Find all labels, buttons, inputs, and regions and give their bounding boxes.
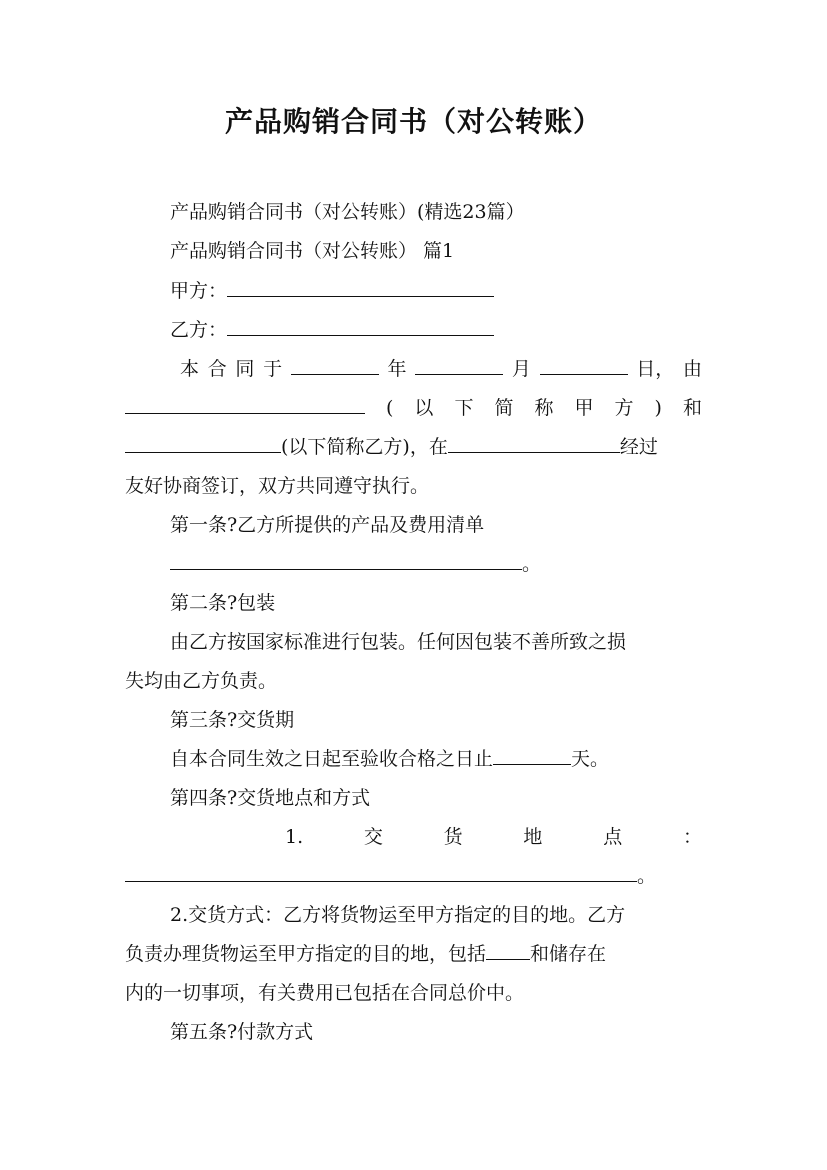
intro-line-3 [125, 435, 702, 459]
intro-line-4: 友好协商签订，双方共同遵守执行。 [125, 475, 430, 497]
intro-char: 简 [494, 397, 514, 419]
party-b-blank [227, 318, 494, 336]
year-label: 年 [387, 358, 407, 380]
month-blank [415, 357, 503, 375]
intro-char: 于 [263, 358, 283, 380]
intro-char: 以 [414, 397, 434, 419]
section4-item1 [285, 825, 702, 849]
days-blank [493, 747, 571, 765]
section1-heading: 第一条?乙方所提供的产品及费用清单 [170, 514, 485, 536]
item-char: 交 [363, 826, 383, 848]
intro-text: 经过 [619, 436, 658, 458]
section2-heading: 第二条?包装 [170, 592, 276, 614]
intro-line-2 [125, 396, 702, 420]
section3-end: 天。 [571, 748, 610, 770]
day-label: 日， [636, 358, 675, 380]
party-b-label: 乙方： [170, 319, 228, 341]
period: 。 [522, 553, 542, 575]
intro-text: (以下简称乙方)，在 [281, 436, 448, 458]
period: 。 [637, 865, 657, 887]
section3-text [170, 747, 702, 771]
delivery-place-blank [125, 864, 637, 882]
month-label: 月 [511, 358, 531, 380]
document-title: 产品购销合同书（对公转账） [224, 105, 602, 138]
item-number: 1. [285, 826, 304, 848]
include-blank [486, 942, 530, 960]
party-b-name-blank [125, 435, 281, 453]
intro-char: 称 [534, 397, 554, 419]
intro-char: ) [654, 397, 662, 419]
product-list-blank [170, 552, 522, 570]
intro-char: ( [386, 397, 394, 419]
party-a-label: 甲方： [170, 280, 228, 302]
intro-char: 方 [614, 397, 634, 419]
section3-body: 自本合同生效之日起至验收合格之日止 [170, 748, 494, 770]
section3-heading: 第三条?交货期 [170, 709, 295, 731]
section2-text-2: 失均由乙方负责。 [125, 670, 278, 692]
intro-char: 本 [180, 358, 200, 380]
section4-heading: 第四条?交货地点和方式 [170, 787, 371, 809]
intro-char: 合 [207, 358, 227, 380]
item-char: 点 [603, 826, 623, 848]
intro-char: 下 [454, 397, 474, 419]
article-heading: 产品购销合同书（对公转账） 篇1 [170, 240, 455, 262]
place-blank [448, 435, 620, 453]
section4-item1-blank-line [125, 864, 702, 888]
section1-list-line [170, 552, 702, 576]
intro-char: 甲 [574, 397, 594, 419]
item-char: ： [682, 826, 702, 848]
section5-heading: 第五条?付款方式 [170, 1021, 314, 1043]
item-char: 地 [523, 826, 543, 848]
intro-char: 由 [682, 358, 702, 380]
section2-text-1: 由乙方按国家标准进行包装。任何因包装不善所致之损 [170, 631, 627, 653]
intro-line-1 [180, 357, 702, 381]
intro-char: 同 [235, 358, 255, 380]
party-a-blank [227, 279, 494, 297]
year-blank [291, 357, 379, 375]
section4-item2-line1: 2.交货方式：乙方将货物运至甲方指定的目的地。乙方 [170, 904, 626, 926]
intro-char: 和 [682, 397, 702, 419]
day-blank [540, 357, 628, 375]
party-b-line [170, 318, 702, 342]
item2-text: 负责办理货物运至甲方指定的目的地，包括 [125, 943, 487, 965]
section4-item2-line3: 内的一切事项，有关费用已包括在合同总价中。 [125, 982, 525, 1004]
item-char: 货 [443, 826, 463, 848]
subtitle: 产品购销合同书（对公转账）(精选23篇） [170, 201, 525, 223]
section4-item2-line2 [125, 942, 702, 966]
item2-text: 和储存在 [530, 943, 607, 965]
party-a-line [170, 279, 702, 303]
party-a-name-blank [125, 396, 365, 414]
